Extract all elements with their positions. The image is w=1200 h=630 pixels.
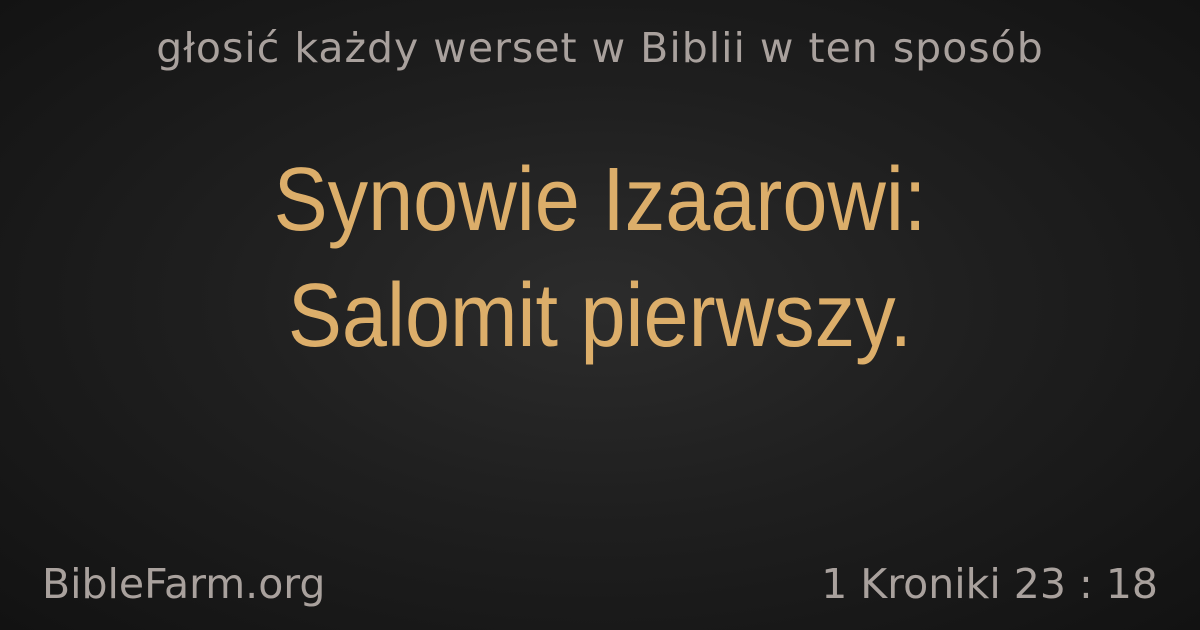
verse-text	[96, 142, 1104, 374]
verse-line-2: Salomit pierwszy.	[287, 266, 913, 366]
tagline: głosić każdy werset w Biblii w ten sposób	[156, 24, 1044, 72]
verse-line-1: Synowie Izaarowi:	[273, 150, 927, 250]
site-name: BibleFarm.org	[42, 560, 326, 608]
verse-reference: 1 Kroniki 23 : 18	[821, 560, 1158, 608]
